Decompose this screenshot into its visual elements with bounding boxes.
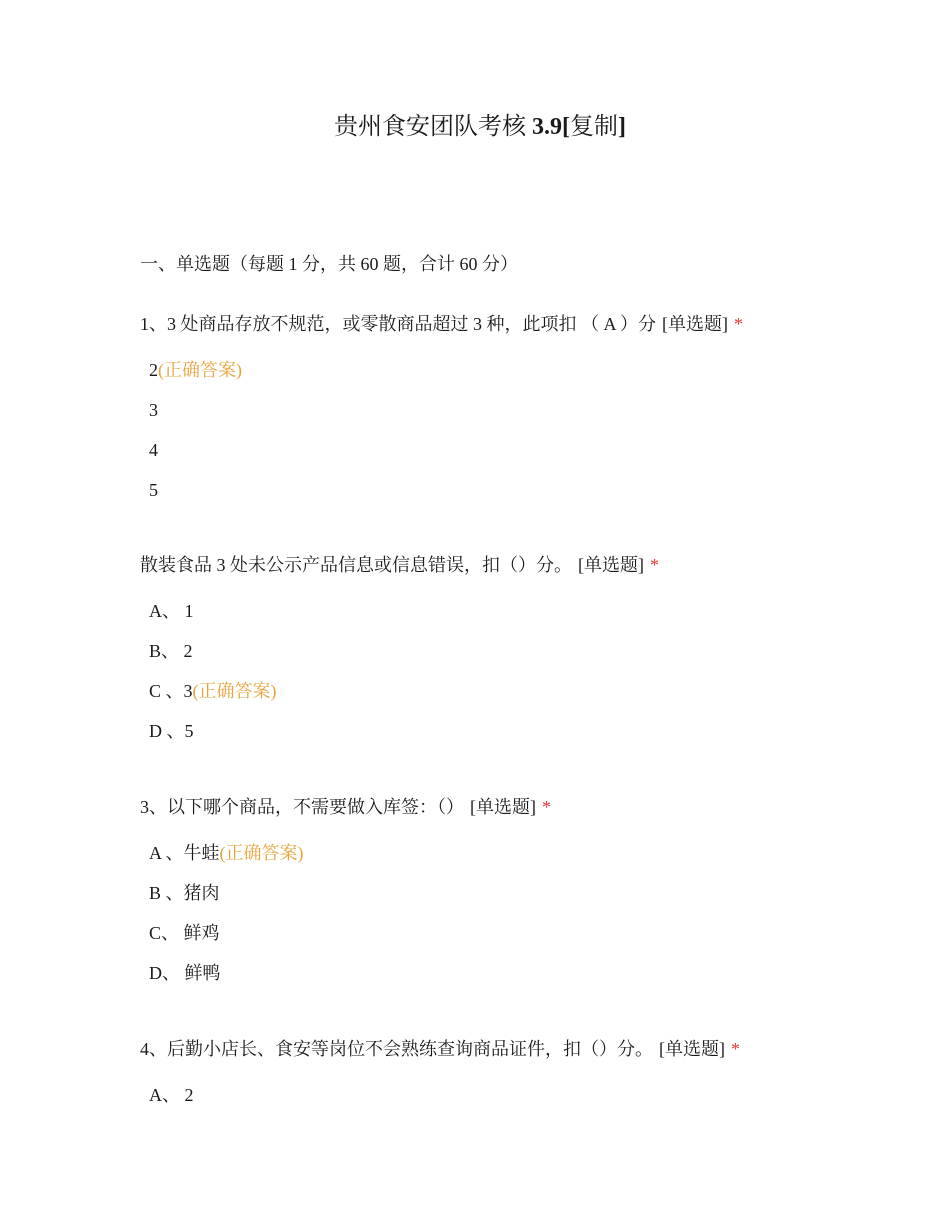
title-bracket-close: ] bbox=[618, 114, 626, 140]
title-prefix: 贵州食安团队考核 bbox=[334, 114, 532, 140]
question-type-tag: [单选题] bbox=[578, 555, 644, 575]
question-title bbox=[140, 793, 920, 821]
question-text: 散装食品 3 处未公示产品信息或信息错误，扣（）分。 bbox=[140, 555, 572, 575]
option-item[interactable] bbox=[149, 597, 920, 637]
option-label: C 、3 bbox=[149, 681, 193, 701]
question-title bbox=[140, 551, 920, 579]
option-label: 3 bbox=[149, 400, 158, 420]
option-label: D 、5 bbox=[149, 721, 194, 741]
correct-answer-mark: (正确答案) bbox=[158, 360, 242, 380]
question-title bbox=[140, 1035, 920, 1063]
page-title bbox=[0, 111, 950, 143]
option-item[interactable] bbox=[149, 717, 920, 757]
option-item[interactable] bbox=[149, 919, 920, 959]
option-label: A、 1 bbox=[149, 601, 194, 621]
options-list bbox=[140, 1081, 920, 1121]
options-list bbox=[140, 356, 920, 516]
question-4 bbox=[140, 1035, 920, 1121]
option-label: C、 鲜鸡 bbox=[149, 923, 220, 943]
option-label: B、 2 bbox=[149, 641, 193, 661]
option-label: A 、牛蛙 bbox=[149, 843, 220, 863]
option-item[interactable] bbox=[149, 1081, 920, 1121]
option-label: A、 2 bbox=[149, 1085, 194, 1105]
required-asterisk: * bbox=[542, 797, 551, 817]
option-label: 4 bbox=[149, 440, 158, 460]
required-asterisk: * bbox=[650, 555, 659, 575]
question-3 bbox=[140, 793, 920, 999]
question-1 bbox=[140, 310, 920, 516]
question-title bbox=[140, 310, 920, 338]
question-type-tag: [单选题] bbox=[662, 314, 729, 334]
option-item[interactable] bbox=[149, 396, 920, 436]
correct-answer-mark: (正确答案) bbox=[219, 843, 304, 863]
option-label: D、 鲜鸭 bbox=[149, 963, 221, 983]
title-copy-label: 复制 bbox=[570, 114, 618, 140]
option-item[interactable] bbox=[149, 677, 920, 717]
title-version: 3.9[ bbox=[532, 114, 570, 140]
option-item[interactable] bbox=[149, 476, 920, 516]
question-text: 4、后勤小店长、食安等岗位不会熟练查询商品证件，扣（）分。 bbox=[140, 1039, 653, 1059]
option-label: B 、猪肉 bbox=[149, 883, 220, 903]
required-asterisk: * bbox=[731, 1039, 740, 1059]
required-asterisk: * bbox=[734, 314, 744, 334]
question-2 bbox=[140, 551, 920, 757]
option-item[interactable] bbox=[149, 356, 920, 396]
question-text: 1、3 处商品存放不规范，或零散商品超过 3 种，此项扣 （ A ）分 bbox=[140, 314, 657, 334]
option-item[interactable] bbox=[149, 637, 920, 677]
option-item[interactable] bbox=[149, 839, 920, 879]
question-text: 3、以下哪个商品，不需要做入库签：（） bbox=[140, 797, 464, 817]
option-label: 5 bbox=[149, 480, 158, 500]
option-item[interactable] bbox=[149, 879, 920, 919]
options-list bbox=[140, 597, 920, 757]
question-type-tag: [单选题] bbox=[470, 797, 536, 817]
option-item[interactable] bbox=[149, 436, 920, 476]
correct-answer-mark: (正确答案) bbox=[192, 681, 277, 701]
question-type-tag: [单选题] bbox=[659, 1039, 725, 1059]
section-heading: 一、单选题（每题 1 分，共 60 题，合计 60 分） bbox=[140, 254, 518, 274]
option-item[interactable] bbox=[149, 959, 920, 999]
option-label: 2 bbox=[149, 360, 158, 380]
options-list bbox=[140, 839, 920, 999]
